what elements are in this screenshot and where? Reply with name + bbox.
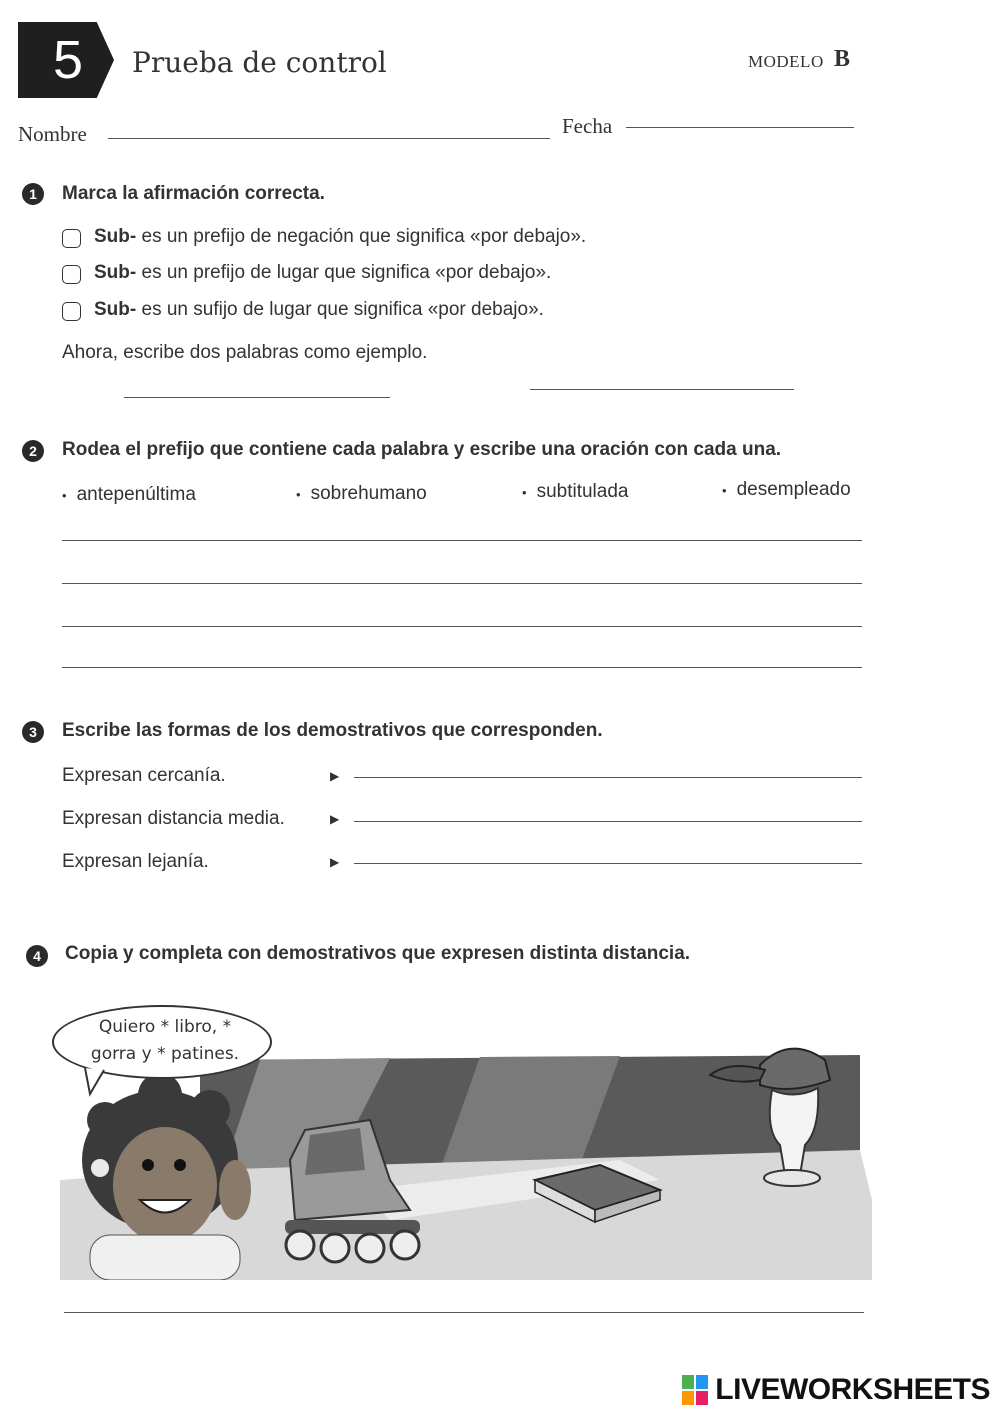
option-3-text: Sub- es un sufijo de lugar que significa «por debajo». [94, 299, 544, 320]
speech-bubble-text [70, 1014, 260, 1068]
name-label: Nombre [18, 122, 87, 146]
date-label: Fecha [562, 114, 613, 138]
arrow-right-icon: ▶ [330, 812, 340, 826]
question-1-number: 1 [22, 183, 44, 205]
question-1-prompt: Ahora, escribe dos palabras como ejemplo. [62, 342, 428, 363]
option-1-checkbox[interactable] [62, 229, 81, 248]
option-2-checkbox[interactable] [62, 265, 81, 284]
question-2-number: 2 [22, 440, 44, 462]
word-sobrehumano: • sobrehumano [296, 483, 427, 504]
answer-line[interactable] [64, 1312, 864, 1313]
sentence-line-2[interactable] [62, 583, 862, 584]
unit-number: 5 [52, 30, 84, 90]
modelo-label: MODELO [748, 52, 824, 71]
question-4-title: Copia y completa con demostrativos que expresen distinta distancia. [65, 943, 691, 964]
cercania-field[interactable] [354, 777, 862, 778]
lejania-field[interactable] [354, 863, 862, 864]
bubble-line-2: gorra y * patines. [90, 1044, 240, 1064]
option-1-text: Sub- es un prefijo de negación que significa «por debajo». [94, 226, 587, 247]
question-3-title: Escribe las formas de los demostrativos que corresponden. [62, 720, 603, 741]
sentence-line-1[interactable] [62, 540, 862, 541]
question-4-number: 4 [26, 945, 48, 967]
row-distancia-media-label: Expresan distancia media. [62, 808, 285, 829]
distancia-media-field[interactable] [354, 821, 862, 822]
option-2-text: Sub- es un prefijo de lugar que significa «por debajo». [94, 262, 552, 283]
word-subtitulada: • subtitulada [522, 481, 629, 502]
sentence-line-3[interactable] [62, 626, 862, 627]
page-title: Prueba de control [132, 46, 387, 79]
arrow-right-icon: ▶ [330, 769, 340, 783]
date-field[interactable] [626, 127, 854, 128]
bubble-line-1: Quiero * libro, * [98, 1017, 232, 1037]
example-word-1-field[interactable] [124, 397, 390, 398]
girl-figure [82, 1073, 251, 1280]
name-field[interactable] [108, 138, 550, 139]
liveworksheets-logo-icon [682, 1375, 708, 1405]
question-2-title: Rodea el prefijo que contiene cada palabra y escribe una oración con cada una. [62, 439, 782, 460]
word-desempleado: • desempleado [722, 479, 851, 500]
modelo-letter: B [834, 46, 851, 72]
sentence-line-4[interactable] [62, 667, 862, 668]
row-cercania-label: Expresan cercanía. [62, 765, 226, 786]
example-word-2-field[interactable] [530, 389, 794, 390]
question-1-title: Marca la afirmación correcta. [62, 183, 325, 204]
word-antepenultima: • antepenúltima [62, 484, 196, 505]
option-3-checkbox[interactable] [62, 302, 81, 321]
question-3-number: 3 [22, 721, 44, 743]
speech-bubble-tail [80, 1068, 110, 1098]
footer-brand[interactable]: LIVEWORKSHEETS [715, 1373, 990, 1406]
arrow-right-icon: ▶ [330, 855, 340, 869]
row-lejania-label: Expresan lejanía. [62, 851, 209, 872]
